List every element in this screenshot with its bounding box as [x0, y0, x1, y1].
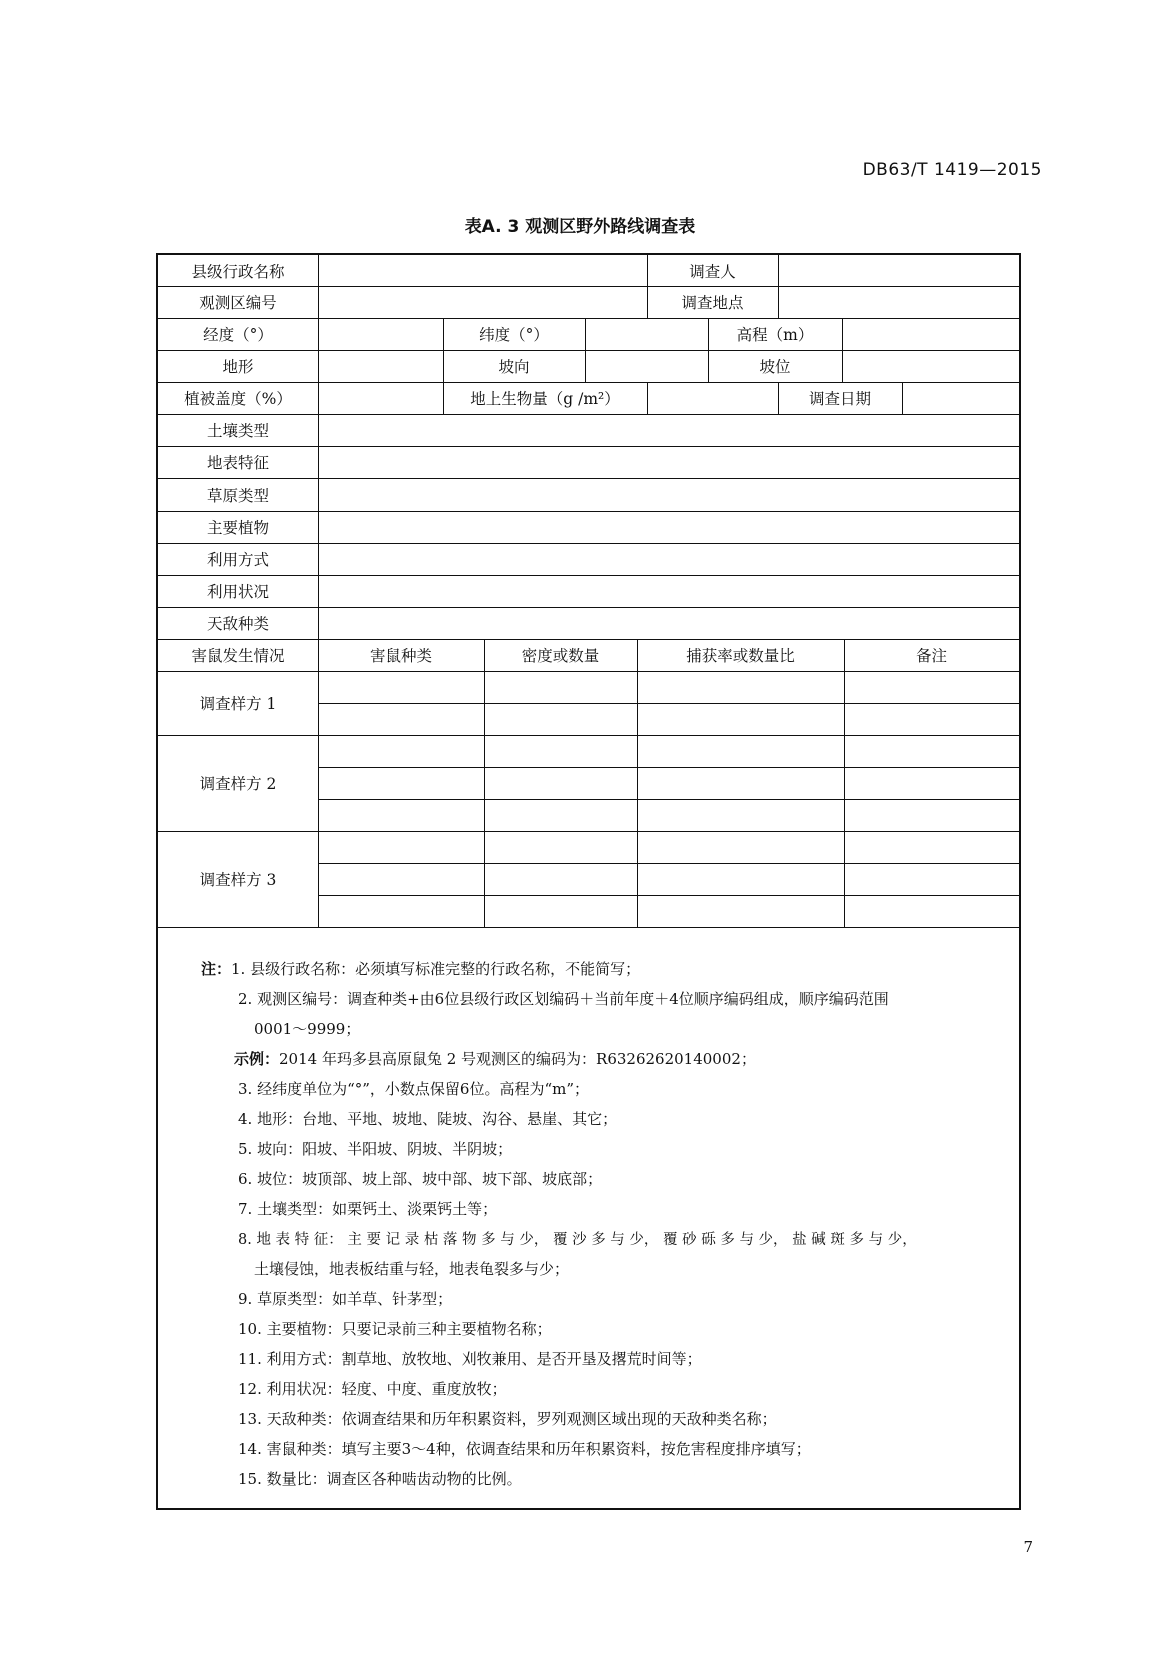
rodent-species-header: 害鼠种类 — [369, 647, 432, 665]
row-line — [318, 799, 1019, 800]
slope-aspect-label: 坡向 — [498, 358, 530, 376]
latitude-label: 纬度（°） — [479, 326, 549, 344]
col-line — [778, 255, 779, 318]
col-line — [647, 382, 648, 414]
note-9: 9. 草原类型：如羊草、针茅型； — [238, 1290, 453, 1308]
note-12: 12. 利用状况：轻度、中度、重度放牧； — [238, 1380, 507, 1398]
usage-mode-label: 利用方式 — [206, 551, 269, 569]
col-line — [844, 639, 845, 927]
note-7: 7. 土壤类型：如栗钙土、淡栗钙土等； — [238, 1200, 498, 1218]
row-line — [318, 895, 1019, 896]
survey-date-label: 调查日期 — [808, 390, 871, 408]
note-3: 3. 经纬度单位为“°”，小数点保留6位。高程为“m”； — [238, 1080, 590, 1098]
row-line — [318, 703, 1019, 704]
example-label: 示例： — [234, 1050, 280, 1068]
grassland-type-label: 草原类型 — [206, 486, 269, 505]
main-plants-label: 主要植物 — [206, 519, 269, 537]
page-number: 7 — [1023, 1538, 1033, 1556]
col-line — [484, 639, 485, 927]
note-10: 10. 主要植物：只要记录前三种主要植物名称； — [238, 1320, 552, 1338]
row-line — [318, 863, 1019, 864]
survey-form — [156, 253, 1021, 1510]
note-14: 14. 害鼠种类：填写主要3～4种，依调查结果和历年积累资料，按危害程度排序填写； — [238, 1440, 811, 1458]
biomass-label: 地上生物量（g /m²） — [470, 390, 620, 408]
vegetation-cover-label: 植被盖度（%） — [184, 390, 292, 408]
note-13: 13. 天敌种类：依调查结果和历年积累资料，罗列观测区域出现的天敌种类名称； — [238, 1410, 777, 1428]
col-line — [318, 255, 319, 927]
surveyor-label: 调查人 — [689, 262, 736, 281]
density-header: 密度或数量 — [521, 647, 600, 665]
note-2-cont: 0001～9999； — [254, 1020, 361, 1038]
col-line — [842, 318, 843, 382]
rodent-occurrence-label: 害鼠发生情况 — [191, 647, 285, 665]
usage-status-label: 利用状况 — [206, 583, 269, 601]
note-2: 2. 观测区编号：调查种类+由6位县级行政区划编码＋当前年度＋4位顺序编码组成，顺序编码范围 — [238, 990, 889, 1008]
row-line — [158, 927, 1019, 928]
altitude-label: 高程（m） — [736, 326, 814, 344]
natural-enemy-label: 天敌种类 — [206, 615, 269, 633]
note-1-text: 1. 县级行政名称：必须填写标准完整的行政名称，不能简写； — [231, 960, 641, 978]
col-line — [902, 382, 903, 414]
note-6: 6. 坡位：坡顶部、坡上部、坡中部、坡下部、坡底部； — [238, 1170, 603, 1188]
standard-code: DB63/T 1419—2015 — [862, 160, 1042, 180]
remarks-header: 备注 — [915, 647, 947, 665]
note-8-cont: 土壤侵蚀，地表板结重与轻，地表龟裂多与少； — [254, 1260, 570, 1278]
note-example — [234, 1048, 756, 1069]
plot-3-label: 调查样方 3 — [199, 871, 277, 889]
col-line — [637, 639, 638, 927]
capture-rate-header: 捕获率或数量比 — [686, 647, 795, 665]
slope-position-label: 坡位 — [759, 358, 791, 376]
survey-location-label: 调查地点 — [681, 294, 744, 312]
county-name-label: 县级行政名称 — [191, 262, 285, 281]
table-title: 表A. 3 观测区野外路线调查表 — [464, 217, 696, 237]
note-11: 11. 利用方式：割草地、放牧地、刈牧兼用、是否开垦及撂荒时间等； — [238, 1350, 702, 1368]
notes-lead: 注： — [201, 960, 232, 978]
longitude-label: 经度（°） — [203, 326, 273, 344]
note-8: 8. 地 表 特 征： 主 要 记 录 枯 落 物 多 与 少， 覆 沙 多 与 少， 覆 砂 砾 多 与 少， 盐 碱 斑 多 与 少， — [238, 1232, 917, 1248]
example-text: 2014 年玛多县高原鼠兔 2 号观测区的编码为：R63262620140002； — [279, 1050, 756, 1068]
plot-2-label: 调查样方 2 — [199, 775, 277, 793]
surface-feature-label: 地表特征 — [206, 454, 269, 472]
note-5: 5. 坡向：阳坡、半阳坡、阴坡、半阴坡； — [238, 1140, 513, 1158]
row-line — [318, 767, 1019, 768]
terrain-label: 地形 — [222, 358, 254, 376]
notes-section — [158, 945, 1019, 1508]
note-1 — [201, 958, 640, 979]
soil-type-label: 土壤类型 — [206, 422, 269, 440]
note-15: 15. 数量比：调查区各种啮齿动物的比例。 — [238, 1470, 522, 1488]
plot-1-label: 调查样方 1 — [199, 695, 277, 713]
note-4: 4. 地形：台地、平地、坡地、陡坡、沟谷、悬崖、其它； — [238, 1110, 618, 1128]
col-line — [585, 318, 586, 382]
area-code-label: 观测区编号 — [199, 294, 277, 312]
